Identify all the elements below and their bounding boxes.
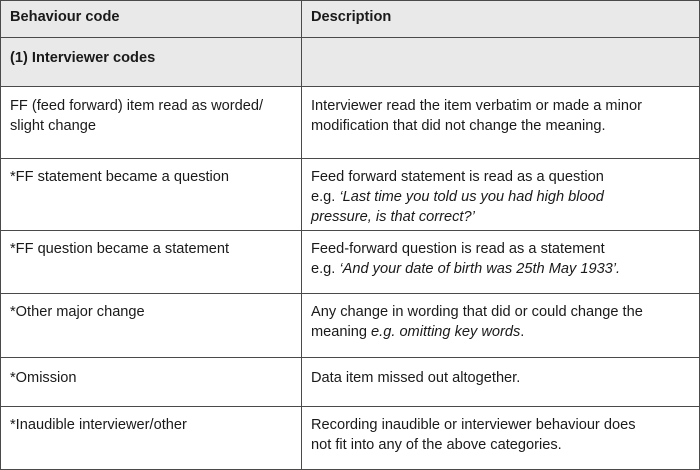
code-cell [1, 231, 302, 294]
code-cell [1, 358, 302, 407]
code-cell [1, 294, 302, 358]
code-text: *Inaudible interviewer/other [10, 417, 187, 433]
description-text: . [520, 324, 525, 340]
header-description: Description [302, 1, 700, 38]
description-cell [302, 358, 700, 407]
example-quote: ‘Last time you told us you had high blood [339, 189, 604, 205]
example-quote: pressure, is that correct?’ [311, 209, 475, 225]
description-cell [302, 294, 700, 358]
example-prefix: e.g. [311, 261, 340, 277]
description-cell [302, 231, 700, 294]
example-quote: ‘And your date of birth was 25th May 1933’. [339, 261, 621, 277]
code-cell [1, 87, 302, 159]
header-behaviour-code: Behaviour code [1, 1, 302, 38]
description-cell [302, 159, 700, 231]
section-empty-cell [302, 38, 700, 87]
table-row [1, 294, 700, 358]
description-text: Feed forward statement is read as a question [311, 169, 604, 185]
section-title: (1) Interviewer codes [1, 38, 302, 87]
table-row [1, 87, 700, 159]
description-text: meaning [311, 324, 372, 340]
code-text: *Omission [10, 370, 77, 386]
description-text: not fit into any of the above categories. [311, 437, 562, 453]
section-row [1, 38, 700, 87]
example-text: e.g. omitting key words [371, 324, 521, 340]
table-row [1, 159, 700, 231]
description-text: modification that did not change the meaning. [311, 118, 606, 134]
description-text: Feed-forward question is read as a statement [311, 241, 605, 257]
code-text: FF (feed forward) item read as worded/ [10, 98, 264, 114]
code-text: *FF question became a statement [10, 241, 230, 257]
code-text: slight change [10, 118, 97, 134]
table-row [1, 407, 700, 470]
code-text: *FF statement became a question [10, 169, 230, 185]
example-prefix: e.g. [311, 189, 340, 205]
description-text: Interviewer read the item verbatim or made a minor [311, 98, 642, 114]
description-cell [302, 87, 700, 159]
description-text: Data item missed out altogether. [311, 370, 521, 386]
code-text: *Other major change [10, 304, 145, 320]
description-text: Any change in wording that did or could change the [311, 304, 643, 320]
code-cell [1, 407, 302, 470]
code-cell [1, 159, 302, 231]
table-row [1, 358, 700, 407]
description-cell [302, 407, 700, 470]
header-row [1, 1, 700, 38]
table-row [1, 231, 700, 294]
description-text: Recording inaudible or interviewer behaviour does [311, 417, 636, 433]
